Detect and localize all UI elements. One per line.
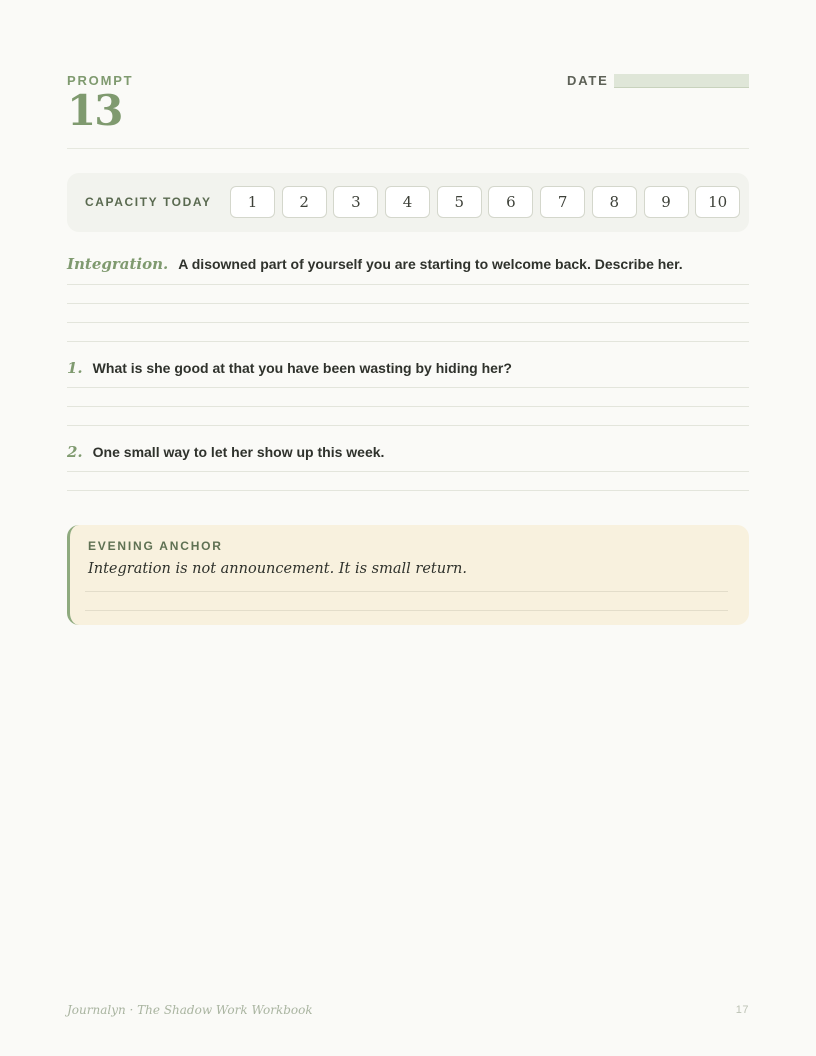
question-number: 1. xyxy=(67,359,83,377)
prompt-number: 13 xyxy=(67,86,122,135)
capacity-option-1[interactable]: 1 xyxy=(230,186,275,218)
capacity-scale xyxy=(67,173,749,232)
capacity-option-8[interactable]: 8 xyxy=(592,186,637,218)
prompt-label: PROMPT xyxy=(67,73,134,88)
date-label: DATE xyxy=(567,73,609,88)
capacity-options xyxy=(230,186,740,218)
anchor-writing-area xyxy=(85,573,728,611)
capacity-option-6[interactable]: 6 xyxy=(488,186,533,218)
journal-page xyxy=(67,0,749,577)
date-field[interactable] xyxy=(614,74,749,88)
capacity-option-2[interactable]: 2 xyxy=(282,186,327,218)
question-text: What is she good at that you have been wasting by hiding her? xyxy=(92,360,512,376)
writing-line[interactable] xyxy=(67,388,749,407)
writing-line[interactable] xyxy=(67,304,749,323)
capacity-option-7[interactable]: 7 xyxy=(540,186,585,218)
page-number: 17 xyxy=(735,1004,749,1016)
footer-title: Journalyn · The Shadow Work Workbook xyxy=(67,1003,313,1017)
intro-tag: Integration. xyxy=(67,255,169,273)
writing-line[interactable] xyxy=(85,573,728,592)
capacity-option-9[interactable]: 9 xyxy=(644,186,689,218)
prompt-header xyxy=(67,0,749,149)
intro-prompt xyxy=(67,255,749,342)
writing-line[interactable] xyxy=(85,592,728,611)
question-text: One small way to let her show up this week. xyxy=(92,444,385,460)
anchor-text: Integration is not announcement. It is small return. xyxy=(88,561,467,577)
question-number: 2. xyxy=(67,443,83,461)
capacity-label: CAPACITY TODAY xyxy=(85,195,212,209)
question-2 xyxy=(67,443,749,491)
writing-line[interactable] xyxy=(67,323,749,342)
capacity-option-5[interactable]: 5 xyxy=(437,186,482,218)
capacity-option-4[interactable]: 4 xyxy=(385,186,430,218)
writing-line[interactable] xyxy=(67,407,749,426)
anchor-label: EVENING ANCHOR xyxy=(88,539,223,553)
writing-line[interactable] xyxy=(67,472,749,491)
writing-line[interactable] xyxy=(67,285,749,304)
capacity-option-10[interactable]: 10 xyxy=(695,186,740,218)
capacity-option-3[interactable]: 3 xyxy=(333,186,378,218)
question-1 xyxy=(67,359,749,426)
intro-text: A disowned part of yourself you are starting to welcome back. Describe her. xyxy=(178,256,683,272)
